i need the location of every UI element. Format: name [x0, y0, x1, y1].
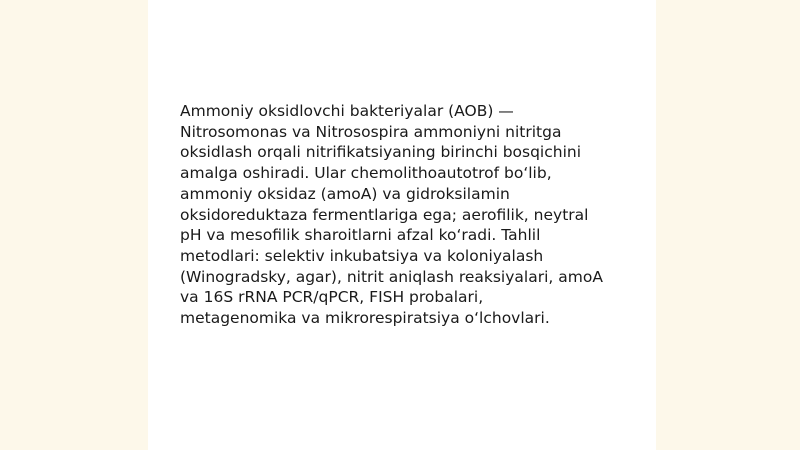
paragraph-line: va 16S rRNA PCR/qPCR, FISH probalari, [180, 288, 484, 307]
paragraph-line: oksidoreduktaza fermentlariga ega; aerofilik, neytral [180, 205, 589, 224]
paragraph-line: metagenomika va mikrorespiratsiya o‘lchovlari. [180, 309, 550, 328]
paragraph-line: Ammoniy oksidlovchi bakteriyalar (AOB) — [180, 102, 514, 120]
document-page [148, 0, 656, 450]
paragraph-line: (Winogradsky, agar), nitrit aniqlash reaksiyalari, amoA [180, 267, 603, 286]
paragraph-line: amalga oshiradi. Ular chemolithoautotrof bo‘lib, [180, 164, 552, 183]
paragraph-line: ammoniy oksidaz (amoA) va gidroksilamin [180, 184, 510, 203]
paragraph-line: pH va mesofilik sharoitlarni afzal ko‘radi. Tahlil [180, 226, 541, 245]
paragraph-line: Nitrosomonas va Nitrosospira ammoniyni nitritga [180, 122, 562, 141]
body-paragraph [180, 101, 630, 329]
paragraph-line: metodlari: selektiv inkubatsiya va koloniyalash [180, 246, 544, 265]
paragraph-line: oksidlash orqali nitrifikatsiyaning birinchi bosqichini [180, 143, 582, 162]
